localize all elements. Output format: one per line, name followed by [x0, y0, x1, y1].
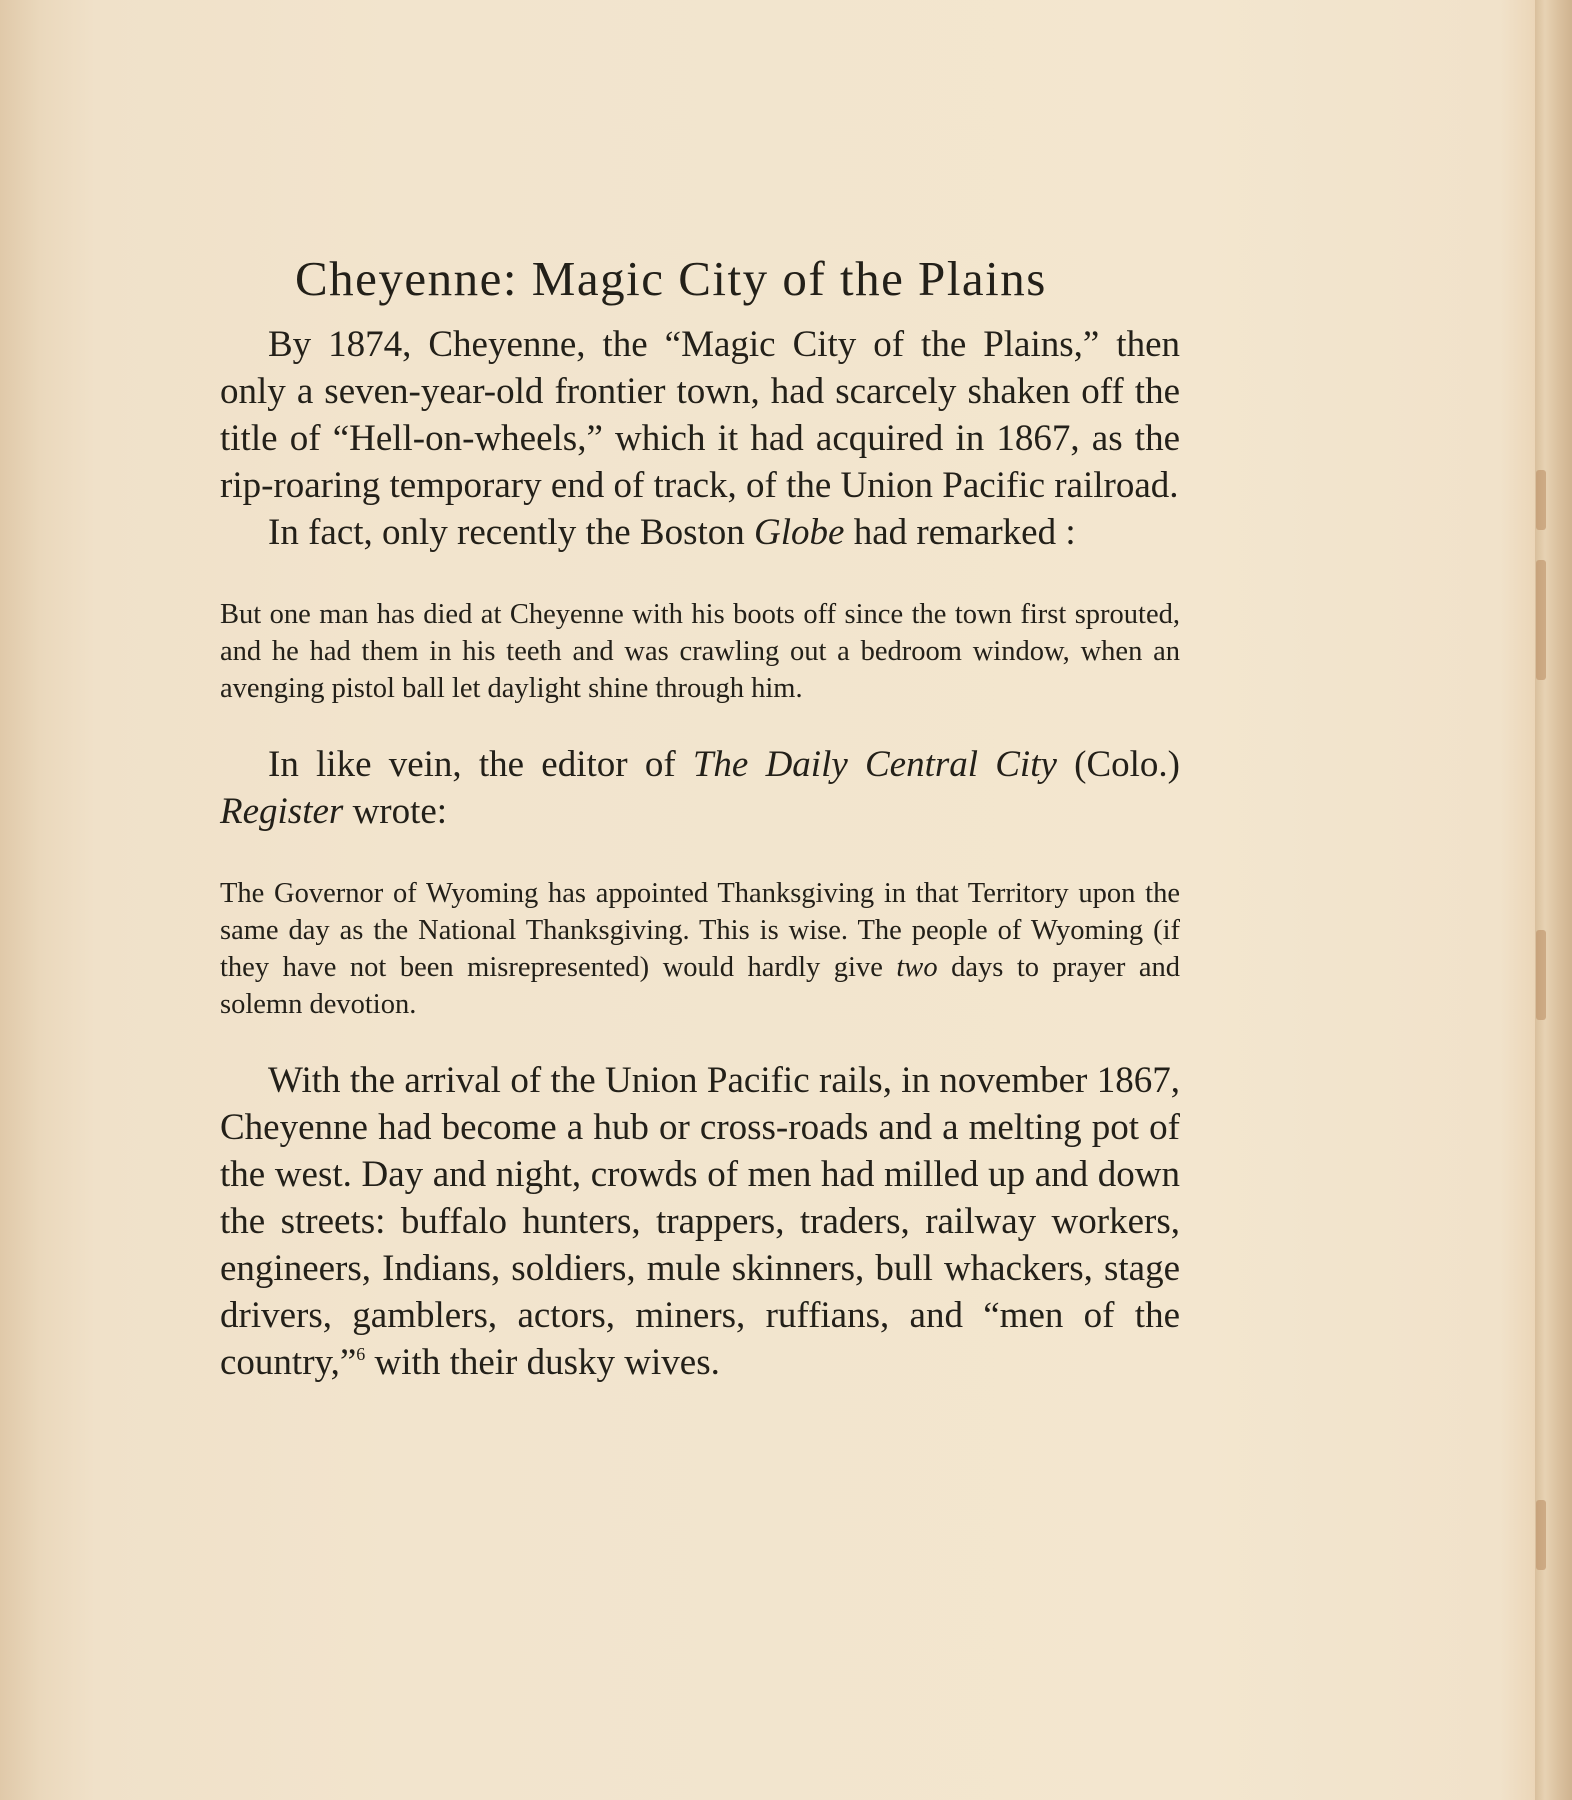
page-content [220, 250, 1180, 1386]
chapter-title: Cheyenne: Magic City of the Plains [295, 251, 1047, 306]
torn-edge-mark [1536, 470, 1546, 530]
paragraph-globe-text-2: had remarked : [844, 512, 1076, 553]
paragraph-union-pacific-text-2: with their dusky wives. [365, 1342, 720, 1383]
paragraph-intro: By 1874, Cheyenne, the “Magic City of the Plains,” then only a seven-year-old frontier town, had scarcely shaken off the title of “Hell-on-wheels,” which it had acquired in 1867, as the rip-roaring temporary end of track, of the Union Pacific railroad. [220, 324, 1180, 506]
paragraph-globe-text-1: In fact, only recently the Boston [268, 512, 755, 553]
block-quote-register [220, 875, 1180, 1023]
paragraph-register-text-1: In like vein, the editor of [268, 744, 693, 785]
paragraph-register-text-2: (Colo.) [1056, 744, 1180, 785]
publication-title-globe: Globe [754, 512, 845, 553]
paragraph-register-text-3: wrote: [343, 791, 448, 832]
footnote-marker: 6 [356, 1344, 366, 1364]
emphasis-two: two [896, 952, 938, 983]
torn-edge-mark [1536, 560, 1546, 680]
publication-title-register: Register [220, 791, 344, 832]
block-quote-register-text-1: The Governor of Wyoming has appointed Thanksgiving in that Territory upon the same day as the National Thanksgiving. This is wise. The people of Wyoming (if they have not been misrepresented) would hardly give [220, 878, 1180, 983]
paragraph-register [220, 741, 1180, 835]
torn-edge-mark [1536, 1500, 1546, 1570]
torn-edge-mark [1536, 930, 1546, 1020]
paragraph-union-pacific [220, 1057, 1180, 1386]
publication-title-daily-central-city: The Daily Central City [692, 744, 1057, 785]
block-quote-register-text-2: days to prayer and solemn devotion. [220, 952, 1181, 1020]
block-quote-globe: But one man has died at Cheyenne with his boots off since the town first sprouted, and he had them in his teeth and was crawling out a bedroom window, when an avenging pistol ball let daylight shine through him. [220, 599, 1180, 704]
paragraph-globe [220, 509, 1180, 556]
paragraph-union-pacific-text-1: With the arrival of the Union Pacific rails, in november 1867, Cheyenne had become a hub or cross-roads and a melting pot of the west. Day and night, crowds of men had milled up and down the streets: buffalo hunters, trappers, traders, railway workers, engineers, Indians, soldiers, mule skinners, bull whackers, stage drivers, gamblers, actors, miners, ruffians, and “men of the country,” [220, 1060, 1180, 1383]
